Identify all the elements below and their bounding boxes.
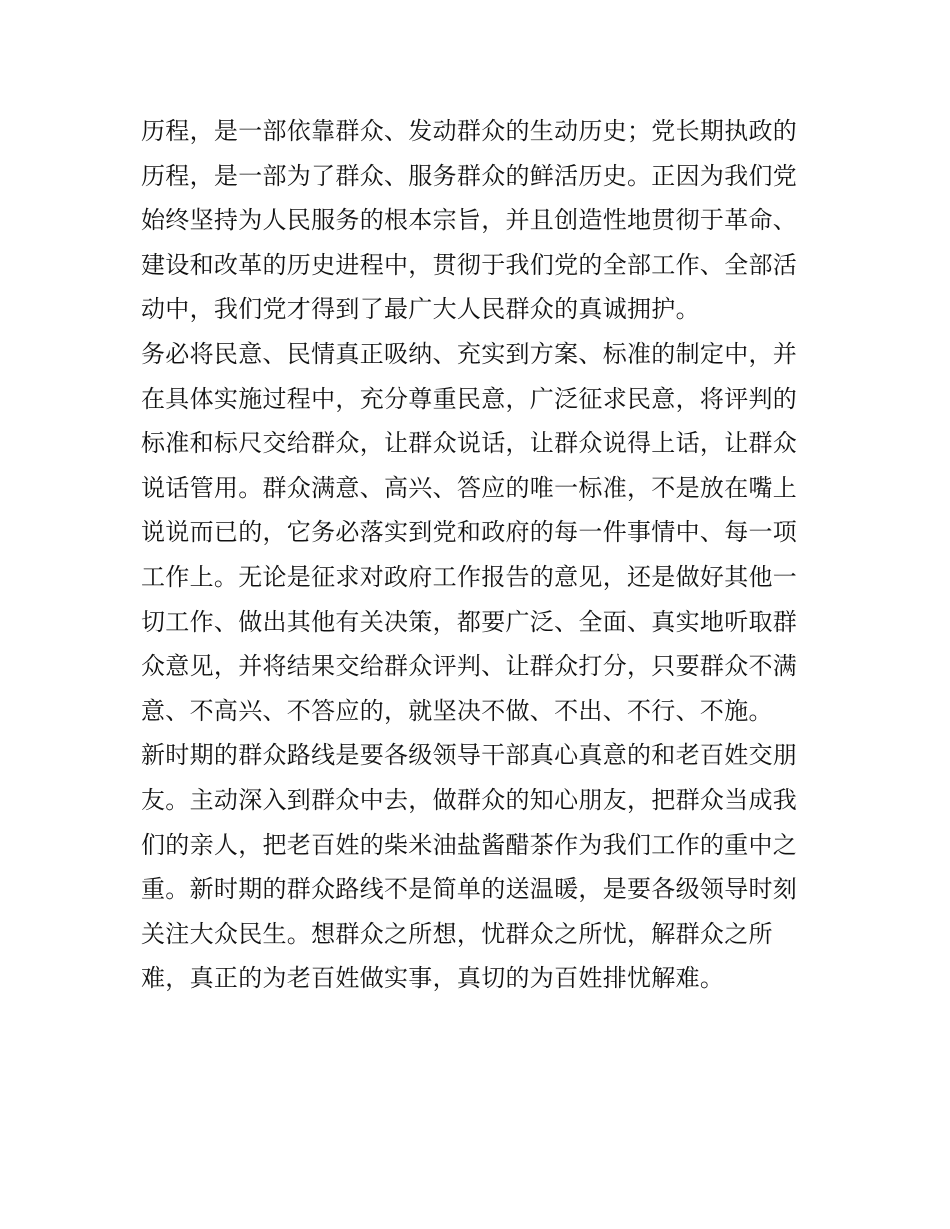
text-line: 历程，是一部依靠群众、发动群众的生动历史；党长期执政的 [141, 117, 798, 145]
text-line: 友。主动深入到群众中去，做群众的知心朋友，把群众当成我 [141, 785, 798, 814]
text-line: 关注大众民生。想群众之所想，忧群众之所忧，解群众之所 [141, 919, 773, 948]
text-line: 建设和改革的历史进程中，贯彻于我们党的全部工作、全部活 [141, 250, 798, 279]
text-line: 众意见，并将结果交给群众评判、让群众打分，只要群众不满 [141, 652, 798, 681]
text-line: 说话管用。群众满意、高兴、答应的唯一标准，不是放在嘴上 [141, 473, 798, 502]
text-line: 历程，是一部为了群众、服务群众的鲜活历史。正因为我们党 [141, 161, 798, 190]
text-line: 说说而已的，它务必落实到党和政府的每一件事情中、每一项 [141, 518, 798, 547]
text-line: 难，真正的为老百姓做实事，真切的为百姓排忧解难。 [141, 964, 725, 993]
text-line: 重。新时期的群众路线不是简单的送温暖，是要各级领导时刻 [141, 875, 798, 904]
body-text [141, 109, 821, 1001]
text-line: 动中，我们党才得到了最广大人民群众的真诚拥护。 [141, 295, 700, 324]
text-line: 们的亲人，把老百姓的柴米油盐酱醋茶作为我们工作的重中之 [141, 830, 798, 859]
text-line: 新时期的群众路线是要各级领导干部真心真意的和老百姓交朋 [141, 741, 798, 770]
text-line: 意、不高兴、不答应的，就坚决不做、不出、不行、不施。 [141, 696, 773, 725]
text-line: 标准和标尺交给群众，让群众说话，让群众说得上话，让群众 [141, 429, 798, 458]
text-line: 务必将民意、民情真正吸纳、充实到方案、标准的制定中，并 [141, 339, 798, 368]
text-line: 始终坚持为人民服务的根本宗旨，并且创造性地贯彻于革命、 [141, 206, 798, 235]
text-line: 工作上。无论是征求对政府工作报告的意见，还是做好其他一 [141, 562, 798, 591]
text-line: 切工作、做出其他有关决策，都要广泛、全面、真实地听取群 [141, 607, 798, 636]
text-line: 在具体实施过程中，充分尊重民意，广泛征求民意，将评判的 [141, 384, 798, 413]
